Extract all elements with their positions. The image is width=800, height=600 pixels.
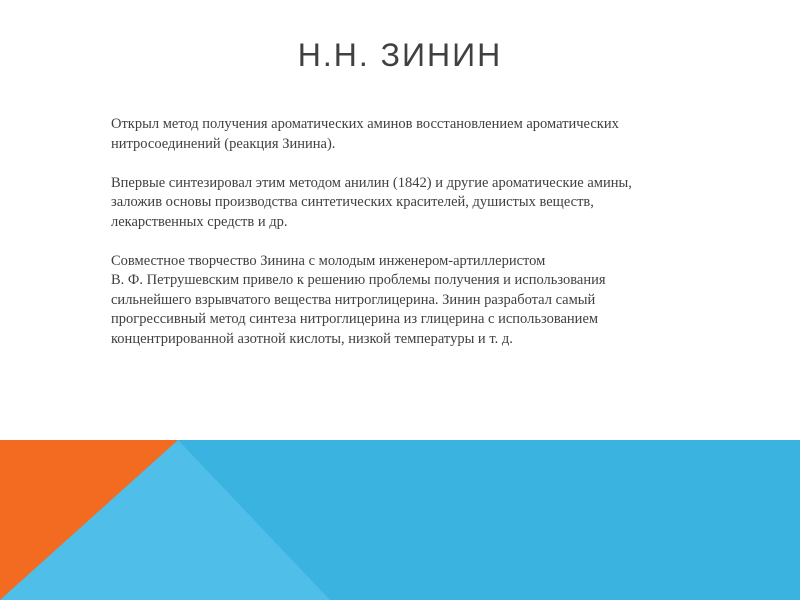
paragraph-line: концентрированной азотной кислоты, низкой температуры и т. д. [111,330,513,347]
slide-title: Н.Н. ЗИНИН [297,37,503,73]
paragraph-line: Открыл метод получения ароматических аминов восстановлением ароматических [111,116,619,132]
decorative-footer-shapes [0,440,800,600]
paragraph-line: сильнейшего взрывчатого вещества нитроглицерина. Зинин разработал самый [111,291,596,308]
paragraph-line: В. Ф. Петрушевским привело к решению проблемы получения и использования [111,272,606,288]
paragraph-line: заложив основы производства синтетических красителей, душистых веществ, [111,194,594,210]
paragraph-2 [111,174,701,233]
paragraph-line: лекарственных средств и др. [111,213,288,230]
paragraph-line: Совместное творчество Зинина с молодым инженером-артиллеристом [111,252,546,269]
slide-body [111,115,701,369]
paragraph-3 [111,252,701,350]
paragraph-line: нитросоединений (реакция Зинина). [111,135,336,152]
paragraph-line: Впервые синтезировал этим методом анилин (1842) и другие ароматические амины, [111,174,632,191]
paragraph-1 [111,115,701,154]
paragraph-line: прогрессивный метод синтеза нитроглицерина из глицерина с использованием [111,311,599,327]
